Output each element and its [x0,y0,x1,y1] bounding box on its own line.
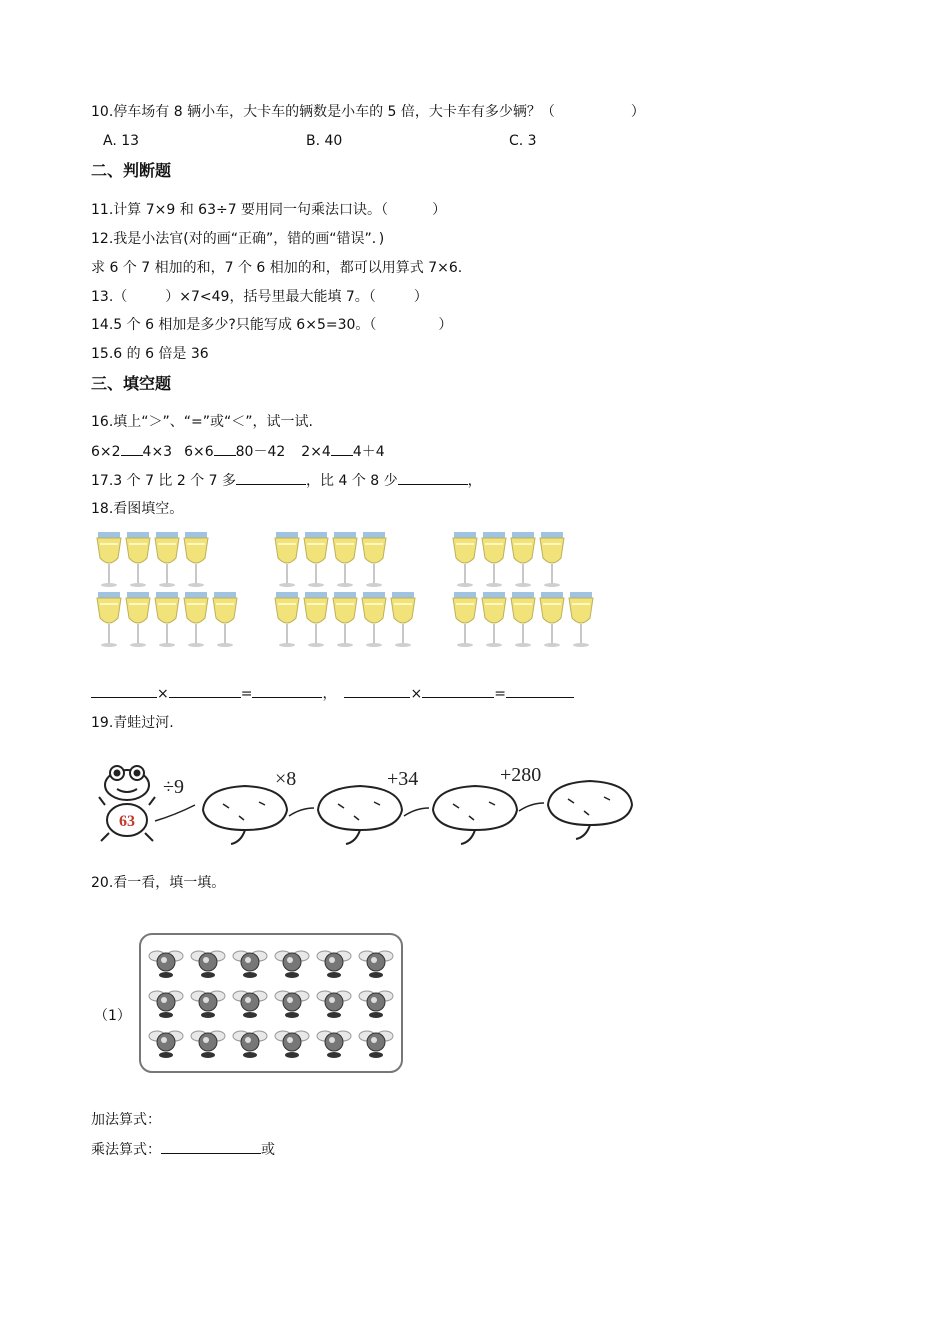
wine-glass-icon [453,532,477,587]
wine-glass-icon [126,532,150,587]
wine-glass-icon [304,532,328,587]
wine-glass-icon [540,592,564,647]
lily-pad-icon [433,786,517,844]
wine-glass-icon [453,592,477,647]
q20-add-label: 加法算式： [91,1112,161,1128]
q15-text: 15.6 的 6 倍是 36 [91,346,209,362]
q20-mul-line: 乘法算式： 或 [91,1139,275,1160]
arrow-icon [289,808,314,816]
q19-text: 19.青蛙过河. [91,715,174,731]
arrow-icon [519,803,544,811]
q16-blank-1[interactable] [121,441,143,456]
wine-glass-icon [97,592,121,647]
q18-blank-1[interactable] [91,683,157,698]
op-plus-280: +280 [500,764,542,786]
q10-option-b[interactable]: B. 40 [306,133,343,149]
op-times-8: ×8 [275,768,297,790]
lily-pad-icon [318,786,402,844]
section-3-title: 三、填空题 [91,374,172,393]
q20-sub-label: （1） [94,1008,131,1024]
q14-text: 14.5 个 6 相加是多少?只能写成 6×5=30。（ ） [91,317,453,333]
q17-blank-2[interactable] [398,470,468,485]
wine-glass-icon [155,532,179,587]
op-divide-9: ÷9 [163,776,184,798]
wine-glass-icon [213,592,237,647]
wine-glass-icon [511,532,535,587]
wine-glass-icon [184,592,208,647]
q10-option-c[interactable]: C. 3 [509,133,537,149]
q18-blank-4[interactable] [344,683,410,698]
q18-blank-5[interactable] [422,683,494,698]
wine-glass-icon [511,592,535,647]
wine-glass-icon [391,592,415,647]
arrow-icon [404,808,429,816]
frog-number: 63 [119,813,135,830]
lily-pad-icon [203,786,287,844]
wine-glass-icon [540,532,564,587]
wine-glass-icon [155,592,179,647]
wine-glass-icon [569,592,593,647]
q10-text: 10.停车场有 8 辆小车，大卡车的辆数是小车的 5 倍，大卡车有多少辆？（ ） [91,104,645,120]
q17-blank-1[interactable] [236,470,306,485]
wine-glass-icon [333,592,357,647]
q18-text: 18.看图填空。 [91,501,184,517]
wine-glass-icon [304,592,328,647]
wine-glass-icon [97,532,121,587]
wine-glass-icon [184,532,208,587]
q18-blank-2[interactable] [169,683,241,698]
lily-pad-icon [548,781,632,839]
section-2-title: 二、判断题 [91,161,172,180]
q18-blank-3[interactable] [252,683,322,698]
q17-text: 17.3 个 7 比 2 个 7 多 ，比 4 个 8 少 ， [91,470,482,491]
wine-glass-icon [333,532,357,587]
q12-line1: 12.我是小法官(对的画“正确”，错的画“错误”．) [91,231,385,247]
wine-glass-icon [362,592,386,647]
wine-glass-icon [482,532,506,587]
wine-glass-icon [126,592,150,647]
q13-text: 13.（ ）×7<49，括号里最大能填 7。（ ） [91,289,428,305]
q16-line2: 6×2 4×3 6×6 80－42 2×4 4＋4 [91,441,385,462]
q20-bees-grid [138,932,406,1076]
q16-blank-3[interactable] [331,441,353,456]
op-plus-34: +34 [387,768,419,790]
q18-blanks: × = ， × = [91,683,574,704]
q19-frog-diagram [95,755,640,850]
q16-line1: 16.填上“＞”、“=”或“＜”，试一试. [91,414,313,430]
wine-glass-icon [275,592,299,647]
q20-mul-blank[interactable] [161,1139,261,1154]
q12-line2: 求 6 个 7 相加的和，7 个 6 相加的和，都可以用算式 7×6. [91,260,463,276]
q18-blank-6[interactable] [506,683,574,698]
q18-glasses-image [91,528,611,663]
q20-text: 20.看一看，填一填。 [91,875,226,891]
wine-glass-icon [362,532,386,587]
q16-blank-2[interactable] [214,441,236,456]
q11-text: 11.计算 7×9 和 63÷7 要用同一句乘法口诀。（ ） [91,202,447,218]
wine-glass-icon [275,532,299,587]
q10-option-a[interactable]: A. 13 [103,133,140,149]
wine-glass-icon [482,592,506,647]
